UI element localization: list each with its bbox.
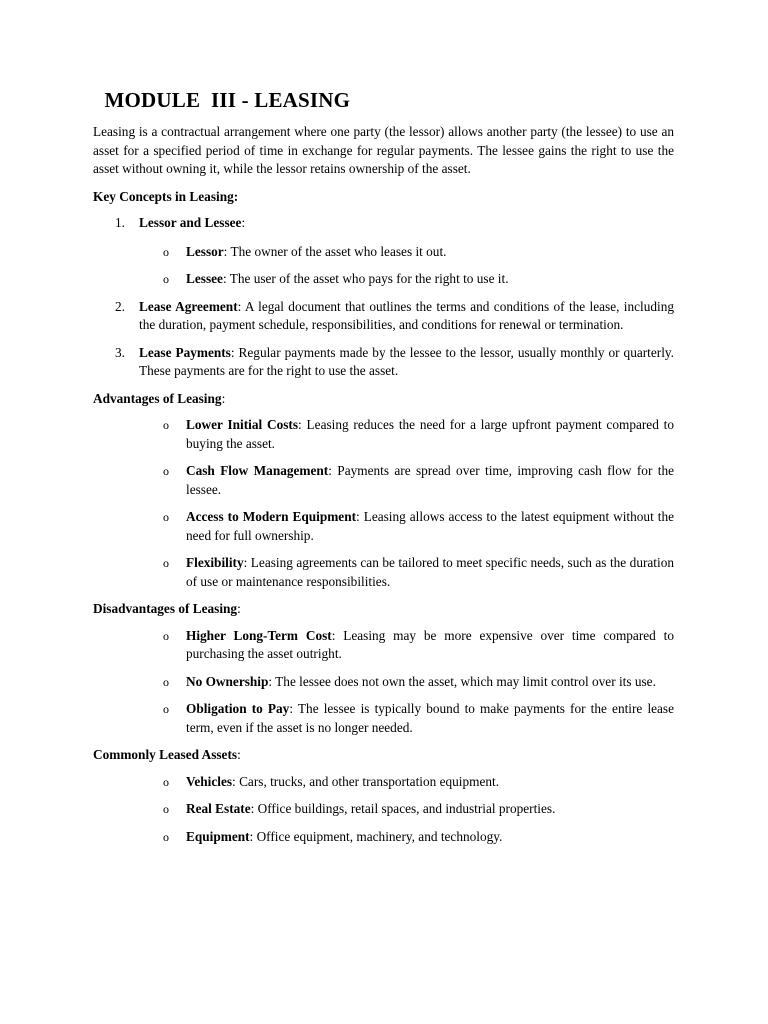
- key-concept-item: [93, 344, 674, 381]
- advantage-term: Flexibility: [186, 555, 244, 570]
- key-concept-text: : Regular payments made by the lessee to the lessor, usually monthly or quarterly. These payments are for the right to use the asset.: [139, 344, 675, 378]
- disadvantage-term: Higher Long-Term Cost: [186, 627, 332, 643]
- sub-concept-text: : The user of the asset who pays for the right to use it.: [222, 271, 509, 286]
- disadvantage-item: [93, 700, 674, 737]
- advantage-term: Access to Modern Equipment: [186, 509, 357, 524]
- key-concept-text: : A legal document that outlines the terms and conditions of the lease, including the duration, payment schedule, responsibilities, and conditions for renewal or termination.: [139, 298, 674, 332]
- bullet-icon: o: [163, 802, 169, 816]
- advantages-list: [93, 416, 674, 591]
- common-assets-heading-text: Commonly Leased Assets: [93, 747, 238, 762]
- asset-item: [93, 828, 674, 847]
- list-number: 3.: [115, 344, 125, 360]
- asset-text: : Cars, trucks, and other transportation equipment.: [232, 773, 500, 789]
- asset-term: Real Estate: [186, 801, 251, 816]
- disadvantages-heading: [93, 600, 674, 619]
- asset-text: : Office equipment, machinery, and technology.: [249, 828, 503, 844]
- disadvantage-text: : Leasing may be more expensive over time compared to purchasing the asset outright.: [186, 627, 674, 661]
- bullet-icon: o: [163, 628, 169, 643]
- key-concept-term: Lessor and Lessee: [139, 215, 242, 230]
- bullet-icon: o: [163, 510, 169, 524]
- disadvantage-text: : The lessee is typically bound to make payments for the entire lease term, even if the asset is no longer needed.: [186, 701, 675, 735]
- key-concept-item: [93, 214, 674, 289]
- bullet-icon: o: [163, 829, 169, 844]
- asset-term: Equipment: [186, 828, 250, 844]
- advantage-text: : Payments are spread over time, improving cash flow for the lessee.: [186, 463, 674, 497]
- bullet-icon: o: [163, 556, 169, 570]
- asset-text: : Office buildings, retail spaces, and industrial properties.: [250, 801, 556, 816]
- key-concepts-heading-text: Key Concepts in Leasing:: [93, 188, 239, 204]
- advantages-heading: [93, 390, 674, 409]
- bullet-icon: o: [163, 418, 169, 432]
- heading-colon: :: [221, 390, 226, 406]
- advantage-item: [93, 416, 674, 453]
- sub-concept-list: [139, 243, 674, 289]
- advantage-text: : Leasing reduces the need for a large upfront payment compared to buying the asset.: [186, 417, 674, 451]
- list-number: 2.: [115, 298, 125, 314]
- advantage-text: : Leasing allows access to the latest equipment without the need for full ownership.: [186, 509, 674, 543]
- page-title: MODULE III - LEASING: [99, 88, 351, 112]
- list-number: 1.: [115, 215, 125, 230]
- key-concepts-list: [93, 214, 674, 381]
- common-assets-heading: [93, 746, 674, 765]
- key-concepts-heading: [93, 188, 674, 207]
- heading-colon: :: [237, 747, 241, 762]
- sub-concept-term: Lessor: [186, 243, 224, 259]
- advantages-heading-text: Advantages of Leasing: [93, 390, 222, 406]
- advantage-item: [93, 462, 674, 499]
- key-concept-term: Lease Payments: [139, 344, 231, 360]
- intro-paragraph: Leasing is a contractual arrangement where one party (the lessor) allows another party (the lessee) to use an asset for a specified period of time in exchange for regular payments. The lessee gains the right to use the asset without owning it, while the lessor retains ownership of the asset.: [93, 124, 674, 176]
- disadvantage-item: [93, 627, 674, 664]
- disadvantages-heading-text: Disadvantages of Leasing: [93, 601, 238, 616]
- sub-concept-item: [139, 270, 674, 289]
- bullet-icon: o: [163, 674, 169, 689]
- sub-concept-text: : The owner of the asset who leases it out.: [223, 243, 447, 259]
- key-concept-term: Lease Agreement: [139, 298, 238, 314]
- asset-item: [93, 773, 674, 792]
- common-assets-list: [93, 773, 674, 847]
- bullet-icon: o: [163, 244, 169, 259]
- bullet-icon: o: [163, 272, 169, 286]
- disadvantage-term: No Ownership: [186, 673, 269, 689]
- document-content: [93, 88, 674, 855]
- asset-term: Vehicles: [186, 773, 233, 789]
- heading-colon: :: [237, 601, 241, 616]
- disadvantage-item: [93, 673, 674, 692]
- bullet-icon: o: [163, 774, 169, 789]
- advantage-term: Cash Flow Management: [186, 463, 329, 478]
- sub-concept-item: [139, 243, 674, 262]
- advantage-item: [93, 554, 674, 591]
- bullet-icon: o: [163, 464, 169, 478]
- bullet-icon: o: [163, 702, 169, 716]
- advantage-text: : Leasing agreements can be tailored to meet specific needs, such as the duration of use or maintenance responsibilities.: [186, 555, 674, 589]
- disadvantage-text: : The lessee does not own the asset, which may limit control over its use.: [268, 673, 656, 689]
- disadvantage-term: Obligation to Pay: [186, 701, 290, 716]
- sub-concept-term: Lessee: [186, 271, 223, 286]
- asset-item: [93, 800, 674, 819]
- disadvantages-list: [93, 627, 674, 738]
- key-concept-item: [93, 298, 674, 335]
- advantage-term: Lower Initial Costs: [186, 417, 299, 432]
- key-concept-text: :: [241, 215, 246, 230]
- advantage-item: [93, 508, 674, 545]
